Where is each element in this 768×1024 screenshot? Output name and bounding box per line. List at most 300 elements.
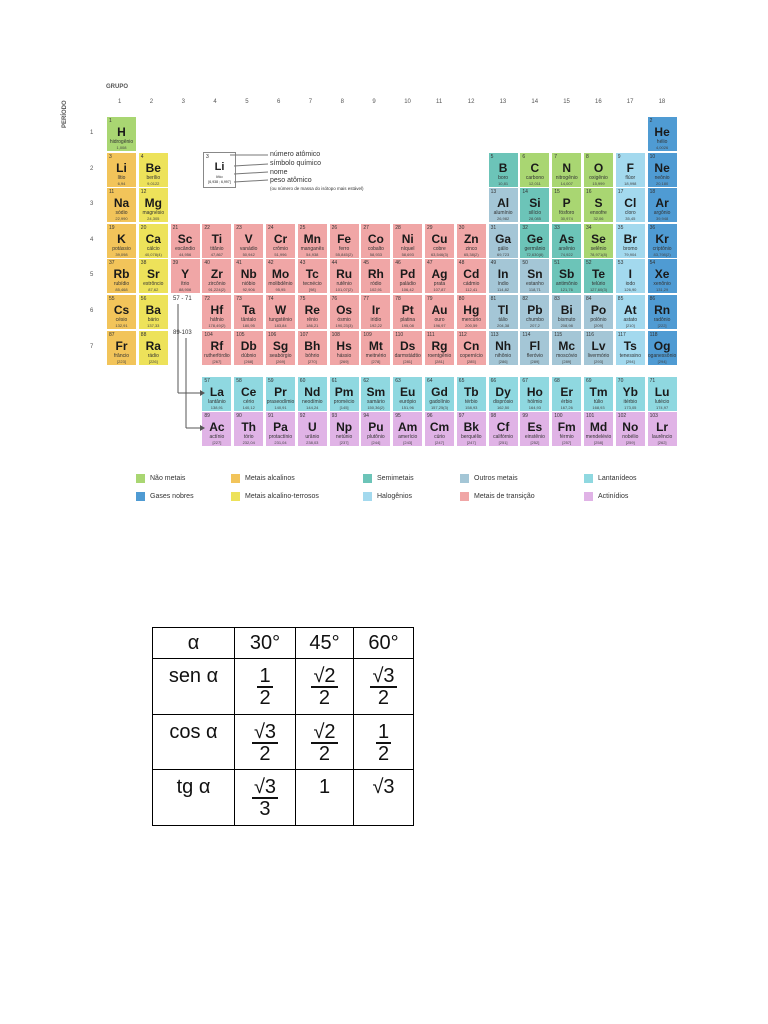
element-name: neodímio (302, 399, 323, 405)
atomic-mass: 40,078(4) (144, 251, 162, 257)
element-name: arsênio (558, 245, 575, 252)
atomic-mass: [98] (308, 287, 316, 293)
element-name: tório (243, 434, 254, 440)
atomic-number: 40 (204, 260, 210, 267)
element-symbol: Pt (401, 303, 414, 317)
element-th (233, 411, 264, 447)
element-symbol: Ar (655, 196, 669, 211)
atomic-number: 26 (331, 224, 338, 231)
atomic-mass: 180,95 (242, 323, 255, 328)
atomic-mass: 183,84 (274, 323, 287, 328)
atomic-mass: [237] (339, 440, 349, 445)
element-name: paládio (399, 281, 416, 288)
atomic-mass: 200,59 (465, 323, 478, 328)
key-name: lítio (216, 174, 223, 179)
atomic-number: 81 (490, 296, 497, 302)
element-rn (647, 294, 678, 330)
atomic-mass: 44,956 (178, 251, 192, 257)
atomic-mass: 72,630(8) (526, 251, 544, 257)
atomic-number: 56 (140, 296, 147, 302)
atomic-mass: 1,008 (116, 145, 127, 150)
atomic-number: 117 (617, 331, 626, 338)
group-label: 12 (467, 99, 475, 105)
element-ru (329, 258, 360, 294)
atomic-mass: 18,998 (624, 180, 637, 186)
atomic-number: 23 (236, 224, 242, 231)
atomic-mass: 79,904 (624, 251, 637, 257)
element-name: lutécio (654, 399, 670, 405)
element-symbol: F (626, 160, 634, 175)
element-ir (360, 294, 391, 330)
atomic-mass: 78,971(8) (589, 251, 608, 257)
fraction (311, 722, 337, 764)
legend-label: Metais alcalino-terrosos (245, 493, 319, 500)
element-symbol: K (117, 231, 126, 246)
group-label: 2 (149, 99, 154, 105)
atomic-number: 11 (109, 189, 115, 196)
element-ra (138, 330, 169, 366)
element-symbol: Cl (624, 196, 637, 211)
atomic-number: 65 (458, 378, 465, 384)
atomic-number: 74 (268, 296, 274, 302)
element-pm (329, 376, 360, 412)
element-name: gálio (497, 245, 509, 252)
element-name: lantânio (208, 399, 226, 405)
trig-value (296, 659, 354, 715)
element-name: amerício (398, 434, 418, 440)
atomic-mass: 204,38 (496, 323, 510, 328)
element-name: cálcio (146, 245, 160, 252)
atomic-mass: [210] (625, 323, 635, 328)
element-dy (488, 376, 519, 412)
element-ne (647, 152, 678, 188)
trig-value (354, 770, 414, 826)
element-n (551, 152, 582, 188)
element-name: moscóvio (556, 352, 578, 359)
element-symbol: Co (367, 231, 384, 246)
element-name: promécio (333, 399, 355, 405)
key-label-mass: peso atômico (270, 177, 312, 184)
element-symbol: Sb (559, 267, 575, 282)
group-label: 1 (118, 99, 122, 105)
atomic-mass: 232,04 (242, 440, 255, 445)
element-symbol: Yb (622, 385, 638, 399)
element-mg (138, 187, 169, 223)
element-cr (265, 223, 296, 259)
element-pt (392, 294, 423, 330)
element-cf (488, 411, 519, 447)
element-gd (424, 376, 455, 412)
atomic-number: 92 (299, 413, 306, 419)
element-name: cloro (624, 210, 636, 217)
element-al (488, 187, 519, 223)
element-symbol: Bh (304, 338, 321, 353)
atomic-number: 24 (268, 224, 274, 231)
atomic-mass: 91,224(2) (208, 287, 226, 293)
atomic-number: 14 (522, 189, 528, 196)
atomic-mass: [294] (625, 358, 635, 364)
atomic-number: 96 (427, 413, 433, 419)
atomic-number: 17 (617, 189, 624, 196)
fraction (311, 666, 337, 708)
element-db (233, 330, 264, 366)
atomic-number: 60 (299, 378, 306, 384)
period-label: 6 (90, 308, 94, 314)
element-at (615, 294, 646, 330)
atomic-number: 103 (649, 413, 658, 419)
element-mt (360, 330, 391, 366)
element-symbol: Cd (463, 267, 480, 282)
atomic-number: 76 (331, 296, 338, 302)
key-label-symbol: símbolo químico (270, 160, 321, 167)
element-name: einstênio (524, 434, 545, 440)
actinide-series-label: 89-103 (173, 330, 192, 336)
element-symbol: Ta (242, 303, 256, 317)
atomic-mass: 195,08 (401, 323, 414, 328)
element-name: ródio (370, 281, 382, 288)
element-name: nióbio (242, 281, 256, 288)
key-symbol: Li (214, 161, 225, 173)
atomic-number: 89 (204, 413, 210, 419)
fraction-numerator: 1 (259, 665, 271, 688)
atomic-number: 101 (586, 413, 595, 419)
element-name: berílio (146, 174, 161, 181)
key-label-mass-note: (ou número de massa do isótopo mais estável) (270, 186, 364, 191)
fraction (252, 777, 278, 819)
atomic-number: 4 (140, 153, 144, 160)
fraction (252, 722, 278, 764)
element-symbol: Ce (241, 385, 257, 399)
element-symbol: W (274, 303, 287, 317)
atomic-mass: 6,94 (117, 180, 126, 186)
atomic-number: 47 (427, 260, 433, 267)
atomic-mass: [145] (339, 405, 349, 410)
element-sr (138, 258, 169, 294)
atomic-number: 41 (236, 260, 242, 267)
element-cd (456, 258, 487, 294)
element-li (106, 152, 137, 188)
element-xe (647, 258, 678, 294)
element-name: lítio (117, 174, 126, 181)
atomic-mass: 173,05 (624, 405, 637, 410)
atomic-number: 110 (395, 331, 404, 338)
atomic-mass: 174,97 (655, 405, 669, 410)
element-la (201, 376, 232, 412)
atomic-number: 43 (299, 260, 306, 267)
element-symbol: Ca (145, 231, 161, 246)
legend-swatch (363, 474, 372, 483)
element-kr (647, 223, 678, 259)
element-name: hólmio (527, 399, 543, 405)
element-name: bário (147, 317, 159, 323)
period-label: 2 (90, 165, 94, 172)
atomic-number: 15 (554, 189, 560, 196)
element-symbol: Br (623, 231, 637, 246)
element-symbol: He (654, 125, 670, 139)
element-name: bóhrio (305, 352, 320, 359)
element-rh (360, 258, 391, 294)
element-symbol: Rb (113, 267, 130, 282)
legend-label: Metais alcalinos (245, 475, 295, 482)
element-fm (551, 411, 582, 447)
legend-label: Gases nobres (150, 493, 194, 500)
group-label: 6 (277, 99, 281, 105)
atomic-mass: 231,04 (274, 440, 287, 445)
atomic-number: 118 (649, 331, 658, 338)
atomic-mass: 106,42 (401, 287, 414, 293)
element-name: polônio (590, 317, 607, 323)
element-ni (392, 223, 423, 259)
element-he (647, 116, 678, 152)
atomic-mass: 83,798(2) (653, 251, 671, 257)
element-symbol: Ne (654, 160, 670, 175)
atomic-number: 73 (236, 296, 242, 302)
atomic-number: 102 (617, 413, 627, 419)
atomic-number: 86 (649, 296, 656, 302)
atomic-mass: 74,922 (560, 251, 573, 257)
element-po (583, 294, 614, 330)
element-lr (647, 411, 678, 447)
element-na (106, 187, 137, 223)
atomic-mass: 131,29 (655, 287, 669, 293)
element-ge (519, 223, 550, 259)
element-br (615, 223, 646, 259)
atomic-number: 57 (204, 378, 210, 384)
element-symbol: P (562, 196, 571, 211)
element-f (615, 152, 646, 188)
element-symbol: Lu (654, 385, 670, 399)
atomic-number: 113 (490, 331, 499, 338)
atomic-number: 27 (363, 224, 369, 231)
element-symbol: Ag (431, 267, 448, 282)
element-symbol: Sc (177, 231, 193, 246)
atomic-mass: 22,990 (115, 216, 128, 222)
element-be (138, 152, 169, 188)
atomic-number: 69 (586, 378, 592, 384)
atomic-number: 53 (617, 260, 624, 267)
element-name: antimônio (555, 281, 578, 288)
element-tc (297, 258, 328, 294)
element-name: disprósio (493, 399, 514, 405)
element-ag (424, 258, 455, 294)
trig-value (235, 659, 296, 715)
element-symbol: Cs (113, 303, 130, 317)
element-name: praseodímio (266, 399, 295, 405)
element-symbol: Cf (496, 420, 510, 434)
element-name: nobélio (622, 434, 639, 440)
trig-header-col: 30° (235, 628, 296, 659)
element-name: cúrio (434, 434, 445, 440)
atomic-mass: 102,91 (369, 287, 382, 293)
group-label: 3 (181, 99, 185, 105)
atomic-number: 7 (554, 153, 557, 160)
element-fr (106, 330, 137, 366)
atomic-mass: [270] (307, 358, 317, 364)
element-symbol: Ba (145, 303, 161, 317)
element-symbol: Ho (526, 385, 543, 399)
atomic-number: 10 (649, 153, 656, 160)
element-symbol: Mt (368, 338, 383, 353)
atomic-mass: 167,26 (560, 405, 573, 410)
atomic-mass: 186,21 (306, 323, 319, 328)
atomic-number: 36 (649, 224, 656, 231)
element-name: netúnio (335, 434, 353, 440)
atomic-mass: [285] (466, 358, 476, 364)
atomic-mass: [262] (657, 440, 667, 445)
element-name: escândio (175, 245, 196, 252)
element-name: copernício (459, 352, 483, 359)
element-name: hássio (336, 352, 352, 359)
element-lv (583, 330, 614, 366)
element-ca (138, 223, 169, 259)
element-symbol: Os (336, 303, 353, 317)
atomic-number: 34 (586, 224, 592, 231)
atomic-mass: 85,468 (115, 287, 128, 293)
element-symbol: Tl (497, 303, 509, 317)
element-name: crômio (272, 245, 288, 252)
element-er (551, 376, 582, 412)
element-symbol: B (498, 160, 508, 175)
element-pd (392, 258, 423, 294)
atomic-mass: 20,180 (655, 180, 669, 186)
element-pr (265, 376, 296, 412)
element-name: flúor (625, 174, 636, 181)
element-symbol: Ti (211, 231, 223, 246)
atomic-mass: [289] (530, 358, 540, 364)
atomic-number: 79 (427, 296, 433, 302)
atomic-number: 50 (522, 260, 528, 267)
element-symbol: Al (497, 196, 510, 211)
element-symbol: Hf (210, 303, 224, 317)
element-name: estrôncio (143, 281, 164, 288)
element-symbol: Cu (431, 231, 448, 246)
element-u (297, 411, 328, 447)
atomic-number: 64 (427, 378, 433, 384)
element-p (551, 187, 582, 223)
element-symbol: No (622, 420, 639, 434)
atomic-number: 37 (109, 260, 115, 267)
element-h (106, 116, 137, 152)
element-name: nitrogênio (555, 174, 578, 181)
element-symbol: Db (240, 338, 257, 353)
element-symbol: Po (590, 303, 607, 317)
element-symbol: Y (181, 267, 190, 282)
element-zr (201, 258, 232, 294)
atomic-number: 45 (363, 260, 369, 267)
atomic-mass: 208,98 (560, 323, 573, 328)
element-symbol: Eu (400, 385, 416, 399)
atomic-number: 62 (363, 378, 369, 384)
atomic-number: 75 (299, 296, 306, 302)
element-name: férmio (559, 434, 574, 440)
element-hf (201, 294, 232, 330)
element-name: érbio (561, 399, 573, 405)
element-symbol: Pu (368, 420, 384, 434)
trig-header-col: 60° (354, 628, 414, 659)
element-name: meitnério (365, 352, 387, 359)
element-bh (297, 330, 328, 366)
atomic-number: 98 (490, 413, 497, 419)
element-symbol: Bk (463, 420, 479, 434)
element-symbol: Ir (371, 303, 380, 317)
element-yb (615, 376, 646, 412)
element-s (583, 187, 614, 223)
element-np (329, 411, 360, 447)
element-symbol: Mo (271, 267, 290, 282)
element-symbol: Nh (495, 338, 512, 353)
element-name: enxofre (590, 210, 607, 217)
element-name: platina (400, 317, 416, 323)
trig-row-label: sen α (153, 659, 235, 715)
atomic-mass: 132,91 (115, 323, 128, 328)
atomic-number: 32 (522, 224, 528, 231)
element-symbol: Si (529, 196, 541, 211)
element-symbol: Cm (429, 420, 450, 434)
atomic-mass: 126,90 (624, 287, 637, 293)
trig-row (153, 659, 414, 715)
legend-label: Semimetais (377, 475, 414, 482)
trig-header-row (153, 628, 414, 659)
atomic-mass: 192,22 (369, 323, 382, 328)
atomic-number: 91 (268, 413, 274, 419)
element-y (170, 258, 201, 294)
trig-row-label: tg α (153, 770, 235, 826)
element-name: chumbo (525, 317, 544, 323)
element-name: neônio (654, 174, 670, 181)
element-fl (519, 330, 550, 366)
fraction-numerator: 1 (377, 720, 390, 743)
element-name: boro (498, 174, 509, 181)
atomic-number: 1 (109, 118, 112, 124)
atomic-number: 28 (395, 224, 401, 231)
trig-header-angle: α (153, 628, 235, 659)
element-hg (456, 294, 487, 330)
atomic-mass: 47,867 (210, 251, 223, 257)
element-name: oganessônio (647, 352, 677, 359)
element-name: mercúrio (461, 317, 482, 323)
element-name: níquel (400, 245, 415, 252)
element-ga (488, 223, 519, 259)
legend-label: Actinídios (598, 493, 629, 500)
trig-value (235, 770, 296, 826)
atomic-number: 90 (236, 413, 242, 419)
atomic-number: 63 (395, 378, 401, 384)
element-name: urânio (305, 434, 320, 440)
atomic-mass: [257] (562, 440, 572, 445)
atomic-mass: 50,942 (242, 251, 255, 257)
element-name: bromo (623, 245, 638, 252)
element-tm (583, 376, 614, 412)
element-k (106, 223, 137, 259)
element-symbol: Rh (367, 267, 384, 282)
element-b (488, 152, 519, 188)
atomic-number: 18 (649, 189, 656, 196)
atomic-mass: 158,93 (465, 405, 478, 410)
element-cm (424, 411, 455, 447)
atomic-mass: 127,60(3) (589, 287, 608, 293)
atomic-number: 30 (458, 224, 465, 231)
element-symbol: Pb (527, 303, 543, 317)
atomic-number: 115 (554, 331, 563, 338)
atomic-mass: [281] (403, 358, 413, 364)
atomic-number: 25 (299, 224, 306, 231)
atomic-number: 105 (236, 331, 245, 338)
element-name: tungstênio (268, 317, 293, 323)
atomic-mass: 39,098 (115, 251, 128, 257)
element-re (297, 294, 328, 330)
element-tb (456, 376, 487, 412)
element-name: ouro (434, 317, 445, 323)
